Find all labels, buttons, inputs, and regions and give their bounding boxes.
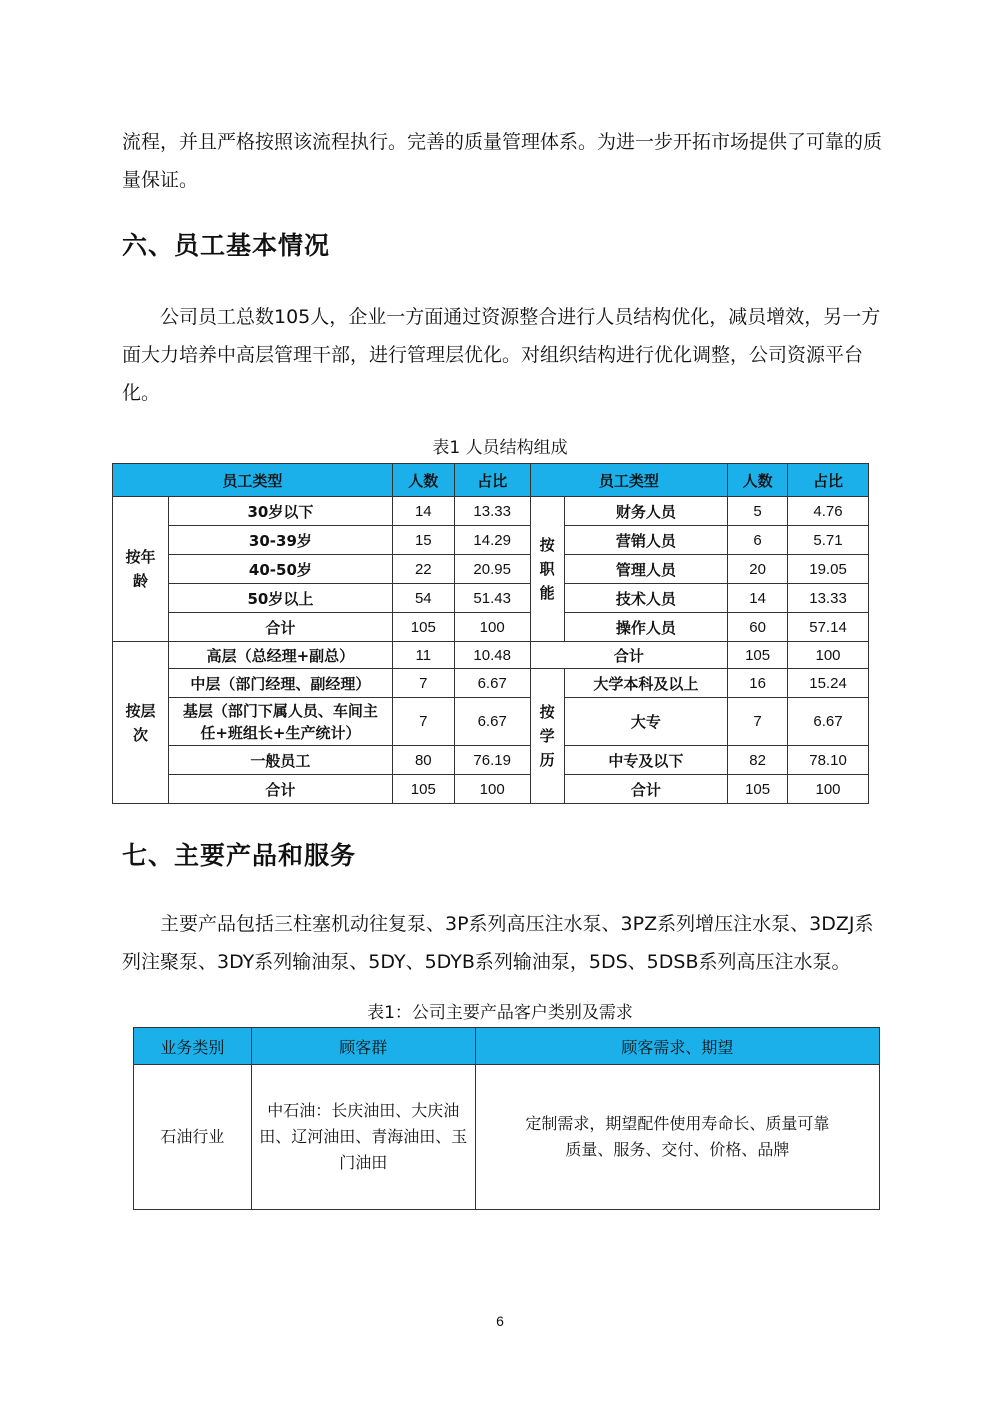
- table-row: [113, 746, 869, 775]
- level-label-text: 基层（部门下属人员、车间主任+班组长+生产统计）: [182, 701, 378, 742]
- header-pct-right: 占比: [788, 464, 869, 497]
- function-total-label: 合计: [530, 642, 728, 669]
- age-count: 54: [392, 584, 454, 613]
- level-total-count: 105: [392, 775, 454, 804]
- age-pct: 51.43: [454, 584, 530, 613]
- education-pct: 78.10: [788, 746, 869, 775]
- table-row: [113, 613, 869, 642]
- level-count: 7: [392, 669, 454, 698]
- table-row: [113, 775, 869, 804]
- level-count: 11: [392, 642, 454, 669]
- age-pct: 13.33: [454, 497, 530, 526]
- age-label: 30-39岁: [168, 526, 392, 555]
- level-count: 7: [392, 698, 454, 746]
- group-age-label: 按年龄: [125, 548, 156, 590]
- function-pct: 19.05: [788, 555, 869, 584]
- function-label: 营销人员: [564, 526, 728, 555]
- table2-header-row: [134, 1028, 880, 1065]
- function-label: 财务人员: [564, 497, 728, 526]
- level-label: 中层（部门经理、副经理）: [168, 669, 392, 698]
- age-pct: 14.29: [454, 526, 530, 555]
- function-pct: 5.71: [788, 526, 869, 555]
- education-label: 大学本科及以上: [564, 669, 728, 698]
- function-pct: 4.76: [788, 497, 869, 526]
- section7-paragraph: 主要产品包括三柱塞机动往复泵、3P系列高压注水泵、3PZ系列增压注水泵、3DZJ系列注聚泵、3DY系列输油泵、5DY、5DYB系列输油泵，5DS、5DSB系列高压注水泵。: [122, 913, 874, 973]
- function-pct: 57.14: [788, 613, 869, 642]
- header-customer-group: 顾客群: [251, 1028, 475, 1065]
- customer-needs-line1: 定制需求，期望配件使用寿命长、质量可靠: [525, 1114, 830, 1133]
- table2-caption: 表1：公司主要产品客户类别及需求: [367, 1003, 633, 1023]
- age-count: 14: [392, 497, 454, 526]
- table-row: [113, 497, 869, 526]
- function-total-pct: 100: [788, 642, 869, 669]
- table1-caption: 表1 人员结构组成: [432, 438, 568, 458]
- age-count: 15: [392, 526, 454, 555]
- table-row: [113, 584, 869, 613]
- level-label: [168, 698, 392, 746]
- group-function-label: 按职能: [539, 536, 555, 602]
- age-label: 40-50岁: [168, 555, 392, 584]
- group-level-label: 按层次: [125, 701, 156, 744]
- education-total-pct: 100: [788, 775, 869, 804]
- section7-heading: 七、主要产品和服务: [122, 841, 357, 870]
- customer-table: [133, 1027, 880, 1210]
- level-pct: 76.19: [454, 746, 530, 775]
- group-function: [530, 497, 564, 642]
- level-label: 高层（总经理+副总）: [168, 642, 392, 669]
- function-count: 6: [728, 526, 788, 555]
- function-label: 管理人员: [564, 555, 728, 584]
- level-pct: 6.67: [454, 669, 530, 698]
- education-total-count: 105: [728, 775, 788, 804]
- intro-paragraph: 流程，并且严格按照该流程执行。完善的质量管理体系。为进一步开拓市场提供了可靠的质量保证。: [122, 131, 883, 191]
- table1-header-row: [113, 464, 869, 497]
- group-level: [113, 642, 169, 804]
- business-category: 石油行业: [134, 1065, 252, 1210]
- education-pct: 15.24: [788, 669, 869, 698]
- staff-structure-table: [112, 463, 869, 804]
- table-row: [134, 1065, 880, 1210]
- function-count: 14: [728, 584, 788, 613]
- header-staff-type-right: 员工类型: [530, 464, 728, 497]
- function-count: 5: [728, 497, 788, 526]
- age-total-label: 合计: [168, 613, 392, 642]
- age-label: 50岁以上: [168, 584, 392, 613]
- page-number: 6: [496, 1313, 504, 1329]
- function-label: 技术人员: [564, 584, 728, 613]
- table-row: [113, 642, 869, 669]
- level-total-label: 合计: [168, 775, 392, 804]
- customer-needs-line2: 质量、服务、交付、价格、品牌: [565, 1140, 790, 1159]
- header-count-left: 人数: [392, 464, 454, 497]
- table-row: [113, 555, 869, 584]
- education-count: 7: [728, 698, 788, 746]
- age-total-pct: 100: [454, 613, 530, 642]
- section6-paragraph: 公司员工总数105人，企业一方面通过资源整合进行人员结构优化，减员增效，另一方面大力培养中高层管理干部，进行管理层优化。对组织结构进行优化调整，公司资源平台化。: [122, 306, 881, 404]
- level-pct: 10.48: [454, 642, 530, 669]
- education-count: 82: [728, 746, 788, 775]
- function-count: 20: [728, 555, 788, 584]
- level-total-pct: 100: [454, 775, 530, 804]
- education-total-label: 合计: [564, 775, 728, 804]
- group-education: [530, 669, 564, 804]
- education-count: 16: [728, 669, 788, 698]
- education-label: 大专: [564, 698, 728, 746]
- age-count: 22: [392, 555, 454, 584]
- education-pct: 6.67: [788, 698, 869, 746]
- level-count: 80: [392, 746, 454, 775]
- age-label: 30岁以下: [168, 497, 392, 526]
- header-count-right: 人数: [728, 464, 788, 497]
- age-total-count: 105: [392, 613, 454, 642]
- table-row: [113, 669, 869, 698]
- function-label: 操作人员: [564, 613, 728, 642]
- group-age: [113, 497, 169, 642]
- table-row: [113, 698, 869, 746]
- function-pct: 13.33: [788, 584, 869, 613]
- level-label: 一般员工: [168, 746, 392, 775]
- age-pct: 20.95: [454, 555, 530, 584]
- group-education-label: 按学历: [539, 703, 555, 769]
- header-customer-needs: 顾客需求、期望: [475, 1028, 879, 1065]
- customer-group-text: 中石油：长庆油田、大庆油田、辽河油田、青海油田、玉门油田: [259, 1101, 468, 1172]
- level-pct: 6.67: [454, 698, 530, 746]
- table-row: [113, 526, 869, 555]
- function-total-count: 105: [728, 642, 788, 669]
- education-label: 中专及以下: [564, 746, 728, 775]
- customer-group: [251, 1065, 475, 1210]
- function-count: 60: [728, 613, 788, 642]
- section6-heading: 六、员工基本情况: [122, 231, 331, 260]
- header-pct-left: 占比: [454, 464, 530, 497]
- header-staff-type-left: 员工类型: [113, 464, 393, 497]
- customer-needs: [475, 1065, 879, 1210]
- header-business-category: 业务类别: [134, 1028, 252, 1065]
